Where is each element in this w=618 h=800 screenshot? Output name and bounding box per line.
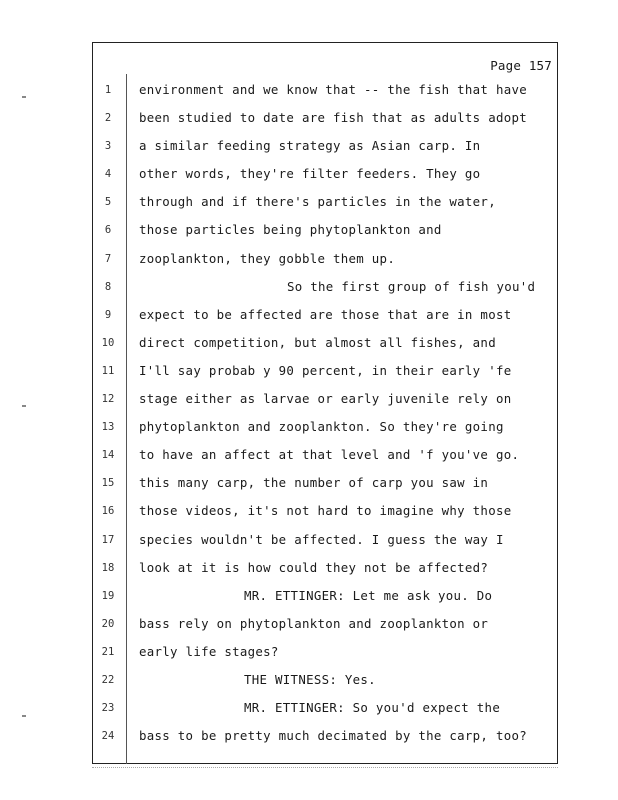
transcript-line bbox=[92, 301, 558, 329]
line-text: environment and we know that -- the fish that have bbox=[139, 82, 527, 97]
line-text: a similar feeding strategy as Asian carp. In bbox=[139, 138, 481, 154]
line-number: 12 bbox=[101, 393, 115, 406]
line-number: 2 bbox=[104, 112, 112, 125]
transcript-line bbox=[92, 385, 558, 413]
scan-mark bbox=[22, 715, 26, 717]
line-text: phytoplankton and zooplankton. So they're going bbox=[139, 419, 504, 435]
line-text: other words, they're filter feeders. They go bbox=[139, 166, 481, 182]
line-text: I'll say probab y 90 percent, in their early 'fe bbox=[139, 362, 512, 378]
line-number: 6 bbox=[104, 224, 112, 237]
transcript-line bbox=[92, 666, 558, 694]
scan-mark bbox=[22, 405, 26, 407]
line-number: 7 bbox=[104, 252, 112, 265]
line-number: 10 bbox=[101, 336, 115, 349]
line-number: 23 bbox=[101, 702, 115, 715]
transcript-line bbox=[92, 216, 558, 244]
line-text: THE WITNESS: Yes. bbox=[244, 671, 376, 687]
transcript-line bbox=[92, 413, 558, 441]
line-number: 24 bbox=[101, 730, 115, 743]
transcript-line bbox=[92, 694, 558, 722]
line-number: 9 bbox=[104, 308, 112, 321]
transcript-line bbox=[92, 638, 558, 666]
line-number: 17 bbox=[101, 533, 115, 546]
page-number: Page 157 bbox=[490, 58, 552, 73]
line-text: zooplankton, they gobble them up. bbox=[139, 250, 396, 266]
transcript-line bbox=[92, 610, 558, 638]
line-text: to have an affect at that level and 'f you've go. bbox=[139, 447, 520, 463]
transcript-line bbox=[92, 273, 558, 301]
transcript-line bbox=[92, 582, 558, 610]
transcript-line bbox=[92, 132, 558, 160]
transcript-line bbox=[92, 497, 558, 525]
scan-mark bbox=[22, 96, 26, 98]
line-text: look at it is how could they not be affected? bbox=[139, 559, 489, 575]
line-number: 8 bbox=[104, 280, 112, 293]
transcript-line bbox=[92, 76, 558, 104]
line-number: 13 bbox=[101, 421, 115, 434]
line-text: bass to be pretty much decimated by the carp, too? bbox=[139, 728, 527, 744]
line-number: 21 bbox=[101, 645, 115, 658]
transcript-line bbox=[92, 188, 558, 216]
transcript-line bbox=[92, 469, 558, 497]
line-text: expect to be affected are those that are in most bbox=[139, 306, 512, 322]
transcript-line bbox=[92, 441, 558, 469]
line-number: 18 bbox=[101, 561, 115, 574]
transcript-line bbox=[92, 357, 558, 385]
line-number: 14 bbox=[101, 449, 115, 462]
line-text: direct competition, but almost all fishes, and bbox=[139, 334, 496, 350]
transcript-line bbox=[92, 722, 558, 750]
transcript-line bbox=[92, 554, 558, 582]
line-text: MR. ETTINGER: So you'd expect the bbox=[244, 700, 501, 716]
line-text: stage either as larvae or early juvenile rely on bbox=[139, 391, 512, 407]
transcript-line bbox=[92, 329, 558, 357]
line-text: bass rely on phytoplankton and zooplankton or bbox=[139, 615, 489, 631]
footer-rule bbox=[92, 767, 558, 769]
line-text: those videos, it's not hard to imagine why those bbox=[139, 503, 512, 519]
line-text: early life stages? bbox=[139, 643, 279, 659]
line-number: 19 bbox=[101, 589, 115, 602]
line-number: 20 bbox=[101, 617, 115, 630]
line-text: species wouldn't be affected. I guess the way I bbox=[139, 531, 504, 547]
line-text: MR. ETTINGER: Let me ask you. Do bbox=[244, 587, 493, 603]
transcript-line bbox=[92, 160, 558, 188]
line-number: 22 bbox=[101, 673, 115, 686]
line-number: 1 bbox=[104, 84, 112, 96]
line-number: 5 bbox=[104, 196, 112, 209]
transcript-line bbox=[92, 104, 558, 132]
line-number: 3 bbox=[104, 140, 112, 153]
line-number: 15 bbox=[101, 477, 115, 490]
transcript-body bbox=[92, 76, 558, 750]
transcript-line bbox=[92, 526, 558, 554]
line-number: 4 bbox=[104, 168, 112, 181]
line-text: been studied to date are fish that as adults adopt bbox=[139, 110, 527, 126]
transcript-line bbox=[92, 245, 558, 273]
line-text: this many carp, the number of carp you saw in bbox=[139, 475, 489, 491]
line-text: So the first group of fish you'd bbox=[287, 278, 536, 294]
line-text: those particles being phytoplankton and bbox=[139, 222, 442, 238]
line-text: through and if there's particles in the water, bbox=[139, 194, 496, 210]
line-number: 11 bbox=[101, 364, 115, 377]
line-number: 16 bbox=[101, 505, 115, 518]
